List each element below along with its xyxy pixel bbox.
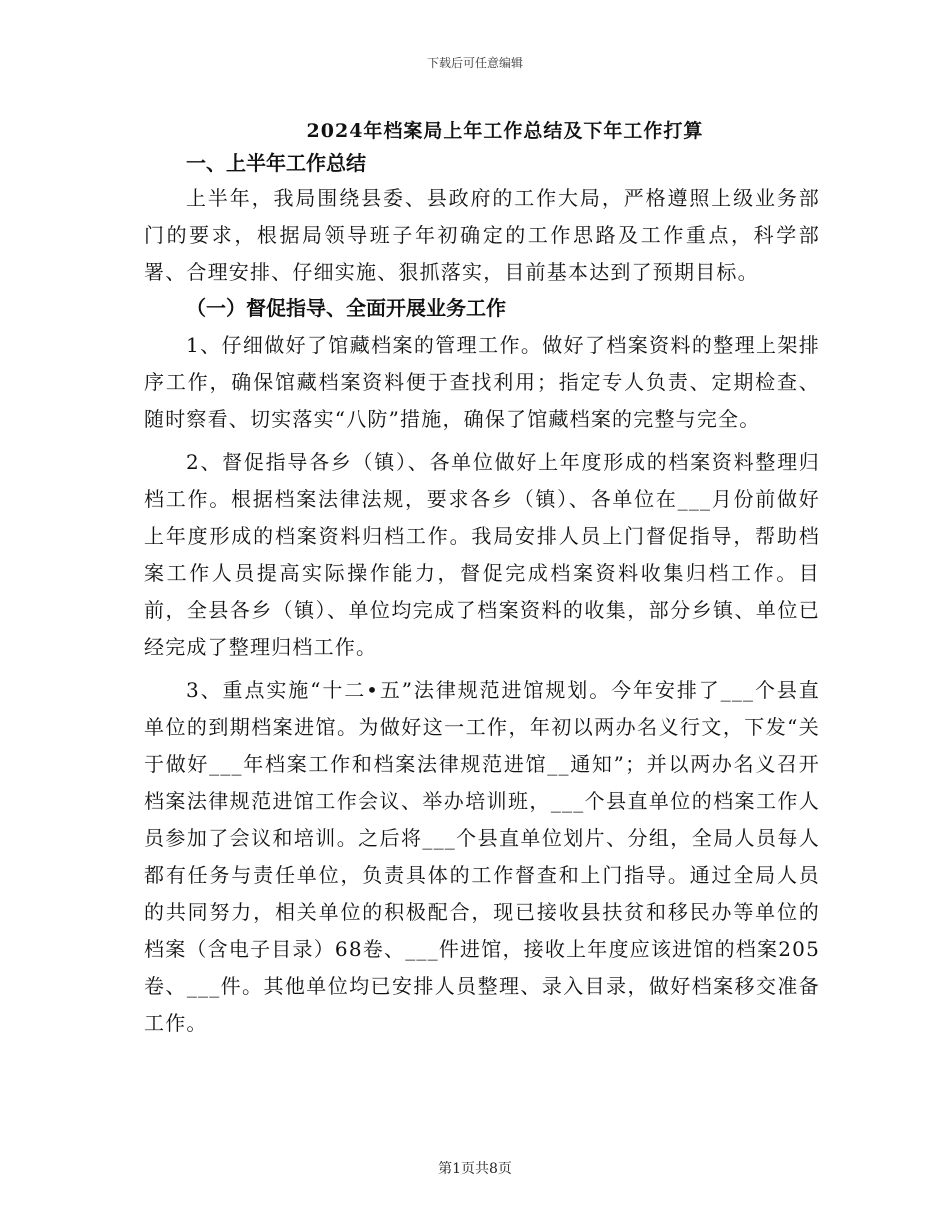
page-footer: 第1页共8页 bbox=[438, 1161, 512, 1177]
header-note: 下载后可任意编辑 bbox=[426, 56, 523, 70]
paragraph-2: 2、督促指导各乡（镇）、各单位做好上年度形成的档案资料整理归档工作。根据档案法律法规，要求各乡（镇）、各单位在___月份前做好上年度形成的档案资料归档工作。我局安排人员上门督促指导，帮助档案工作人员提高实际操作能力，督促完成档案资料收集归档工作。目前，全县各乡（镇）、单位均完成了档案资料的收集，部分乡镇、单位已经完成了整理归档工作。 bbox=[144, 450, 820, 659]
subsection-heading: （一）督促指导、全面开展业务工作 bbox=[186, 296, 506, 320]
document-body bbox=[144, 146, 820, 1042]
section-heading: 一、上半年工作总结 bbox=[186, 151, 366, 175]
document-title: 2024年档案局上年工作总结及下年工作打算 bbox=[306, 120, 704, 142]
paragraph-1: 1、仔细做好了馆藏档案的管理工作。做好了档案资料的整理上架排序工作，确保馆藏档案资料便于查找利用；指定专人负责、定期检查、随时察看、切实落实“八防”措施，确保了馆藏档案的完整与完全。 bbox=[144, 333, 820, 431]
intro-paragraph: 上半年，我局围绕县委、县政府的工作大局，严格遵照上级业务部门的要求，根据局领导班子年初确定的工作思路及工作重点，科学部署、合理安排、仔细实施、狠抓落实，目前基本达到了预期目标。 bbox=[144, 186, 820, 284]
paragraph-3: 3、重点实施“十二•五”法律规范进馆规划。今年安排了___个县直单位的到期档案进馆。为做好这一工作，年初以两办名义行文，下发“关于做好___年档案工作和档案法律规范进馆__通知”；并以两办名义召开档案法律规范进馆工作会议、举办培训班，___个县直单位的档案工作人员参加了会议和培训。之后将___个县直单位划片、分组，全局人员每人都有任务与责任单位，负责具体的工作督查和上门指导。通过全局人员的共同努力，相关单位的积极配合，现已接收县扶贫和移民办等单位的档案（含电子目录）68卷、___件进馆，接收上年度应该进馆的档案205卷、___件。其他单位均已安排人员整理、录入目录，做好档案移交准备工作。 bbox=[144, 678, 820, 1035]
